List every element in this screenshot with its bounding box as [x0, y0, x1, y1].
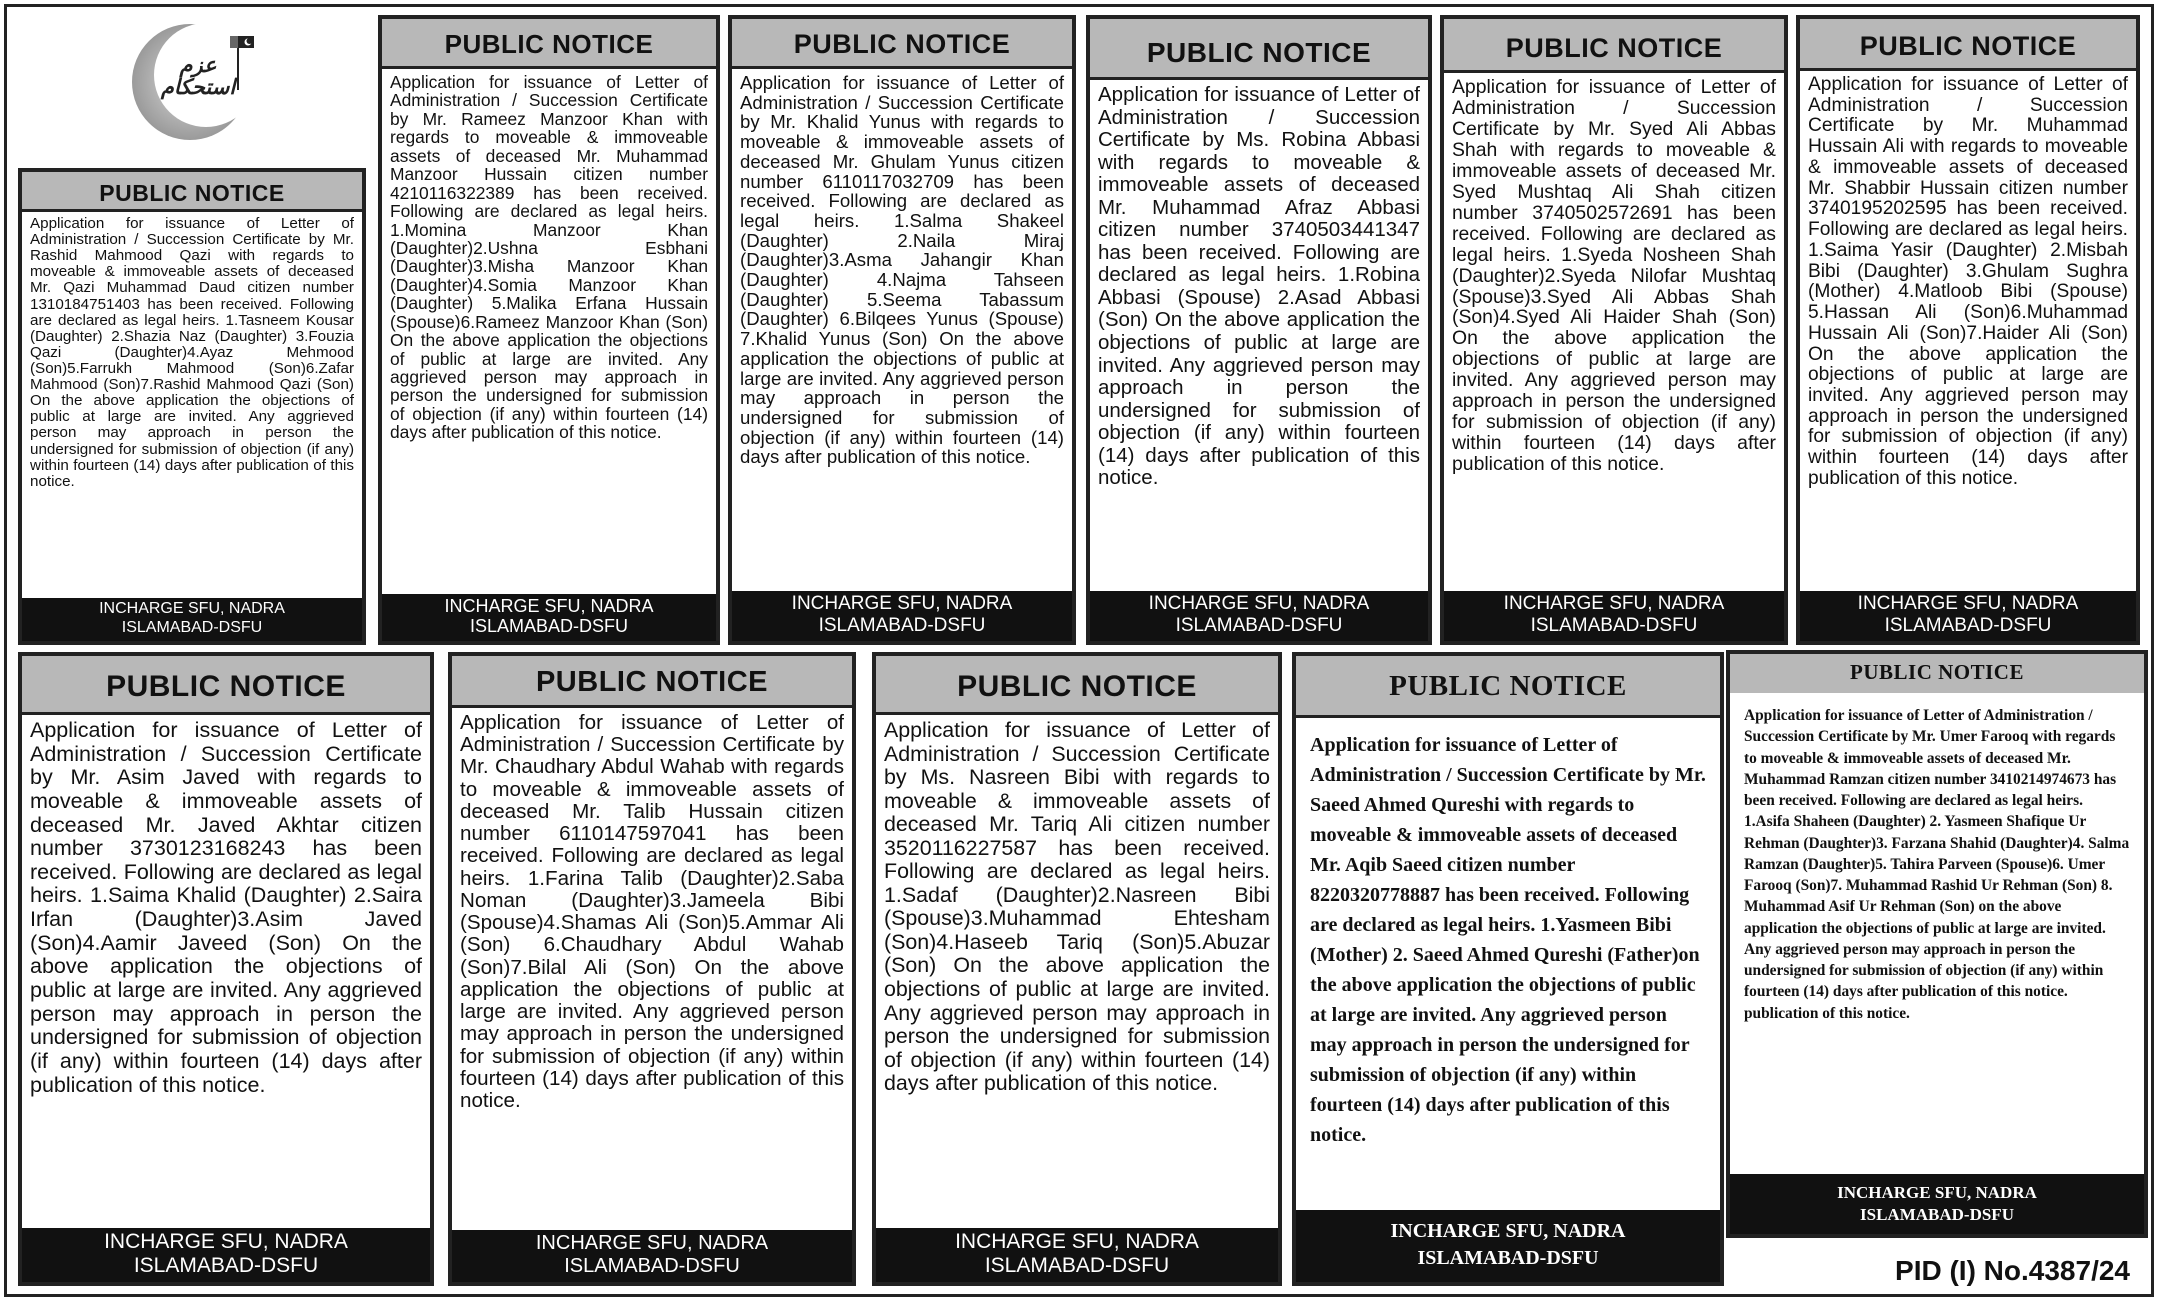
notice-title: PUBLIC NOTICE — [1800, 19, 2136, 71]
public-notice-5 — [1440, 15, 1788, 645]
footer-location: ISLAMABAD-DSFU — [121, 618, 263, 636]
notice-body: Application for issuance of Letter of Administration / Succession Certificate by Mr. Rameez Manzoor Khan with regards to moveable & immoveable assets of deceased Mr. Muhammad Manzoor Hussain citizen number 4210116322389 has been received. Following are declared as legal heirs. 1.Momina Manzoor Khan (Daughter)2.Ushna Esbhani (Daughter)3.Misha Manzoor Khan (Daughter)4.Somia Manzoor Khan (Daughter) 5.Malika Erfana Hussain (Spouse)6.Rameez Manzoor Khan (Son) On the above application the objections of public at large are invited. Any aggrieved person may approach in person the undersigned for submission of objection (if any) within fourteen (14) days after publication of this notice. — [390, 72, 708, 443]
footer-location: ISLAMABAD-DSFU — [818, 615, 986, 637]
public-notice-3 — [728, 15, 1076, 645]
notice-title: PUBLIC NOTICE — [876, 656, 1278, 715]
footer-office: INCHARGE SFU, NADRA — [791, 593, 1013, 615]
footer-office: INCHARGE SFU, NADRA — [1148, 593, 1370, 615]
notice-title: PUBLIC NOTICE — [1730, 654, 2144, 693]
footer-office: INCHARGE SFU, NADRA — [99, 600, 285, 618]
notice-title: PUBLIC NOTICE — [22, 656, 430, 715]
footer-office: INCHARGE SFU, NADRA — [535, 1232, 769, 1254]
public-notice-1 — [18, 168, 366, 645]
notice-body: Application for issuance of Letter of Administration / Succession Certificate by Mr. Saeed Ahmed Qureshi with regards to moveable & immoveable assets of deceased Mr. Aqib Saeed citizen number 8220320778887 has been received. Following are declared as legal heirs. 1.Yasmeen Bibi (Mother) 2. Saeed Ahmed Qureshi (Father)on the above application the objections of public at large are invited. Any aggrieved person may approach in person the undersigned for submission of objection (if any) within fourteen (14) days after publication of this notice. — [1310, 734, 1706, 1146]
public-notice-4 — [1086, 15, 1432, 645]
footer-location: ISLAMABAD-DSFU — [469, 616, 629, 637]
footer-office: INCHARGE SFU, NADRA — [1390, 1220, 1626, 1242]
notice-body: Application for issuance of Letter of Administration / Succession Certificate by Mr. Umer Farooq with regards to moveable & immoveable assets of deceased Mr. Muhammad Ramzan citizen number 3410214974673 has been received. Following are declared as legal heirs. 1.Asifa Shaheen (Daughter) 2. Yasmeen Shafique Ur Rehman (Daughter)3. Farzana Shahid (Daughter)4. Salma Ramzan (Daughter)5. Tahira Parveen (Spouse)6. Umer Farooq (Son)7. Muhammad Rashid Ur Rehman (Son) 8. Muhammad Asif Ur Rehman (Son) on the above application the objections of public at large are invited. Any aggrieved person may approach in person the undersigned for submission of objection (if any) within fourteen (14) days after publication of this notice. publication of this notice. — [1744, 707, 2130, 1022]
notice-title: PUBLIC NOTICE — [1090, 19, 1428, 80]
notice-title: PUBLIC NOTICE — [382, 19, 716, 69]
notice-body: Application for issuance of Letter of Administration / Succession Certificate by Ms. Robina Abbasi with regards to moveable & immoveable assets of deceased Mr. Muhammad Afraz Abbasi citizen number 3740503441347 has been received. Following are declared as legal heirs. 1.Robina Abbasi (Spouse) 2.Asad Abbasi (Son) On the above application the objections of public at large are invited. Any aggrieved person may approach in person the undersigned for submission of objection (if any) within fourteen (14) days after publication of this notice. — [1098, 83, 1420, 490]
notice-footer — [382, 594, 716, 641]
footer-location: ISLAMABAD-DSFU — [1417, 1247, 1599, 1269]
notice-body: Application for issuance of Letter of Administration / Succession Certificate by Mr. Muhammad Hussain Ali with regards to moveable & immoveable assets of deceased Mr. Shabbir Hussain citizen number 3740195202595 has been received. Following are declared as legal heirs. 1.Saima Yasir (Daughter) 2.Misbah Bibi (Daughter) 3.Ghulam Sughra (Mother) 4.Matloob Bibi (Spouse) 5.Hassan Ali (Son)6.Muhammad Hussain Ali (Son)7.Haider Ali (Son) On the above application the objections of public at large are invited. Any aggrieved person may approach in person the undersigned for submission of objection (if any) within fourteen (14) days after publication of this notice. — [1808, 74, 2128, 489]
footer-location: ISLAMABAD-DSFU — [1530, 615, 1698, 637]
notice-title: PUBLIC NOTICE — [732, 19, 1072, 69]
notice-title: PUBLIC NOTICE — [1296, 656, 1720, 718]
notice-title: PUBLIC NOTICE — [22, 172, 362, 212]
footer-office: INCHARGE SFU, NADRA — [955, 1229, 1199, 1253]
notice-footer — [1090, 591, 1428, 641]
logo — [130, 20, 260, 145]
notice-body: Application for issuance of Letter of Administration / Succession Certificate by Mr. Syed Ali Abbas Shah with regards to moveable & immoveable assets of deceased Mr. Syed Mushtaq Ali Shah citizen number 3740502572691 has been received. Following are declared as legal heirs. 1.Syeda Nosheen Shah (Daughter)2.Syeda Nilofar Mushtaq (Spouse)3.Syed Ali Abbas Shah (Son)4.Syed Ali Haider Shah (Son) On the above application the objections of public at large are invited. Any aggrieved person may approach in person the undersigned for submission of objection (if any) within fourteen (14) days after publication of this notice. — [1452, 76, 1776, 476]
footer-office: INCHARGE SFU, NADRA — [1503, 593, 1725, 615]
footer-office: INCHARGE SFU, NADRA — [1857, 593, 2079, 615]
footer-location: ISLAMABAD-DSFU — [984, 1253, 1170, 1277]
logo-text: عزم استحکام — [160, 53, 236, 100]
public-notice-10 — [1292, 652, 1724, 1286]
footer-office: INCHARGE SFU, NADRA — [444, 595, 654, 616]
notice-footer — [732, 591, 1072, 641]
footer-location: ISLAMABAD-DSFU — [564, 1255, 740, 1277]
notice-footer — [22, 1228, 430, 1282]
notice-footer — [1296, 1210, 1720, 1282]
footer-location: ISLAMABAD-DSFU — [1175, 615, 1343, 637]
notice-footer — [452, 1230, 852, 1282]
notice-body: Application for issuance of Letter of Administration / Succession Certificate by Ms. Nasreen Bibi with regards to moveable & immoveable assets of deceased Mr. Tariq Ali citizen number 3520116227587 has been received. Following are declared as legal heirs. 1.Sadaf (Daughter)2.Nasreen Bibi (Spouse)3.Muhammad Ehtesham (Son)4.Haseeb Tariq (Son)5.Abuzar (Son) On the above application the objections of public at large are invited. Any aggrieved person may approach in person the undersigned for submission of objection (if any) within fourteen (14) days after publication of this notice. — [884, 718, 1270, 1096]
footer-office: INCHARGE SFU, NADRA — [1837, 1182, 2037, 1202]
footer-office: INCHARGE SFU, NADRA — [104, 1229, 348, 1253]
public-notice-2 — [378, 15, 720, 645]
notice-footer — [876, 1228, 1278, 1282]
notice-title: PUBLIC NOTICE — [1444, 19, 1784, 73]
notice-body: Application for issuance of Letter of Administration / Succession Certificate by Mr. Chaudhary Abdul Wahab with regards to moveable & immoveable assets of deceased Mr. Talib Hussain citizen number 6110147597041 has been received. Following are declared as legal heirs. 1.Farina Talib (Daughter)2.Saba Noman (Daughter)3.Jameela Bibi (Spouse)4.Shamas Ali (Son)5.Ammar Ali (Son) 6.Chaudhary Abdul Wahab (Son)7.Bilal Ali (Son) On the above application the objections of public at large are invited. Any aggrieved person may approach in person the undersigned for submission of objection (if any) within fourteen (14) days after publication of this notice. — [460, 711, 844, 1112]
notice-title: PUBLIC NOTICE — [452, 656, 852, 708]
public-notice-7 — [18, 652, 434, 1286]
footer-location: ISLAMABAD-DSFU — [1860, 1204, 2014, 1224]
public-notice-6 — [1796, 15, 2140, 645]
notice-footer — [1730, 1174, 2144, 1234]
notice-footer — [1800, 591, 2136, 641]
notice-body: Application for issuance of Letter of Administration / Succession Certificate by Mr. Khalid Yunus with regards to moveable & immoveable assets of deceased Mr. Ghulam Yunus citizen number 6110117032709 has been received. Following are declared as legal heirs. 1.Salma Shakeel (Daughter) 2.Naila Miraj (Daughter)3.Asma Jahangir Khan (Daughter) 4.Najma Tahseen (Daughter) 5.Seema Tabassum (Daughter) 6.Bilqees Yunus (Spouse) 7.Khalid Yunus (Son) On the above application the objections of public at large are invited. Any aggrieved person may approach in person the undersigned for submission of objection (if any) within fourteen (14) days after publication of this notice. — [740, 72, 1064, 468]
notice-body: Application for issuance of Letter of Administration / Succession Certificate by Mr. Rashid Mahmood Qazi with regards to moveable & immoveable assets of deceased Mr. Qazi Muhammad Daud citizen number 1310184751403 has been received. Following are declared as legal heirs. 1.Tasneem Kousar (Daughter) 2.Shazia Naz (Daughter) 3.Fouzia Qazi (Daughter)4.Ayaz Mehmood (Son)5.Farrukh Mahmood (Son)6.Zafar Mahmood (Son)7.Rashid Mahmood Qazi (Son) On the above application the objections of public at large are invited. Any aggrieved person may approach in person the undersigned for submission of objection (if any) within fourteen (14) days after publication of this notice. — [30, 215, 354, 490]
footer-location: ISLAMABAD-DSFU — [1884, 615, 2052, 637]
pid-number: PID (I) No.4387/24 — [1895, 1255, 2130, 1286]
public-notice-11 — [1726, 650, 2148, 1238]
public-notice-8 — [448, 652, 856, 1286]
notice-footer — [1444, 591, 1784, 641]
notice-body: Application for issuance of Letter of Administration / Succession Certificate by Mr. Asim Javed with regards to moveable & immoveable assets of deceased Mr. Javed Akhtar citizen number 3730123168243 has been received. Following are declared as legal heirs. 1.Saima Khalid (Daughter) 2.Saira Irfan (Daughter)3.Asim Javed (Son)4.Aamir Javeed (Son) On the above application the objections of public at large are invited. Any aggrieved person may approach in person the undersigned for submission of objection (if any) within fourteen (14) days after publication of this notice. — [30, 718, 422, 1097]
notice-footer — [22, 598, 362, 641]
public-notice-9 — [872, 652, 1282, 1286]
footer-location: ISLAMABAD-DSFU — [133, 1253, 319, 1277]
